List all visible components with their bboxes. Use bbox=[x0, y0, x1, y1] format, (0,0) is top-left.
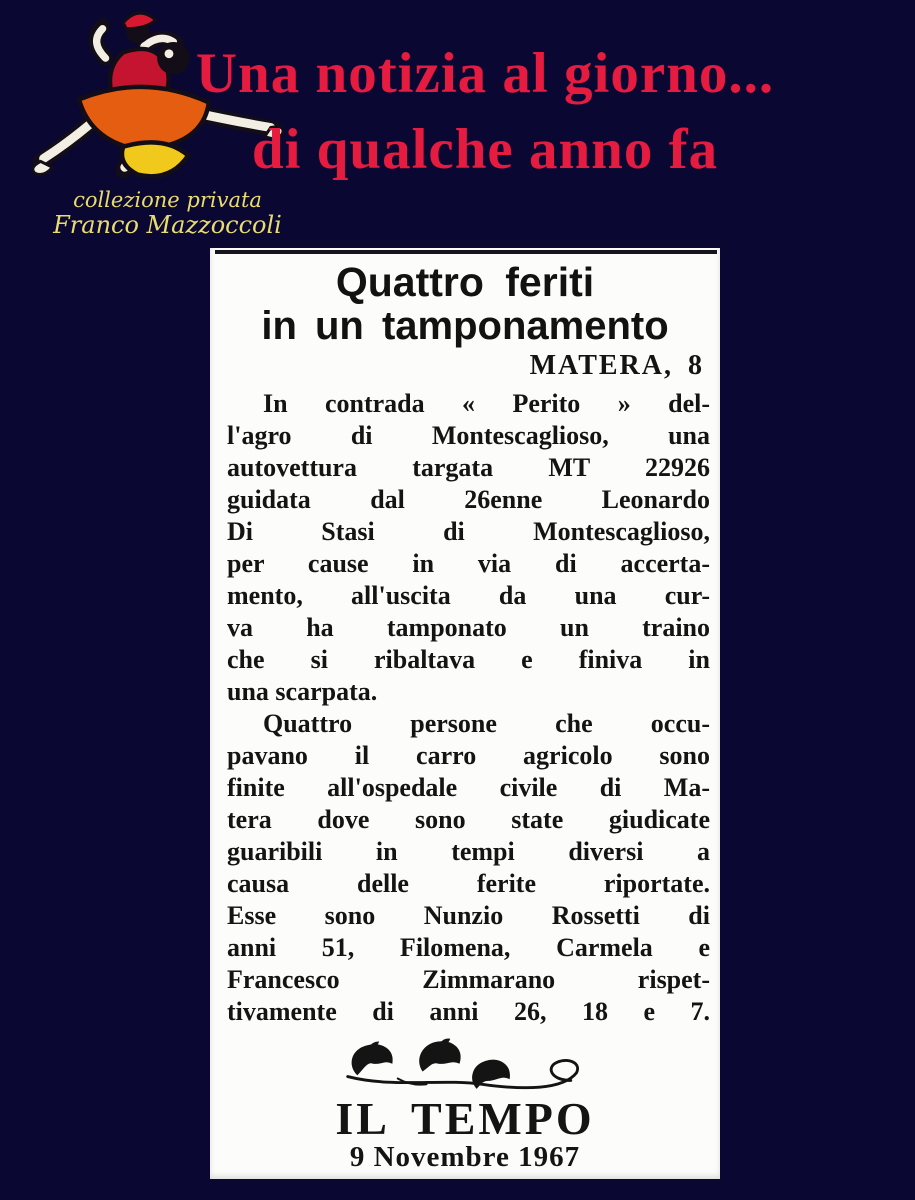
article-line: mento, all'uscita da una cur- bbox=[227, 581, 710, 610]
credit-line1: collezione privata bbox=[73, 188, 262, 212]
issue-date: 9 Novembre 1967 bbox=[349, 1141, 581, 1173]
leaf-flourish-ornament-icon bbox=[340, 1038, 590, 1094]
article-line: l'agro di Montescaglioso, una bbox=[227, 421, 710, 450]
article-line: pavano il carro agricolo sono bbox=[227, 741, 710, 770]
page-title-line1: Una notizia al giorno... bbox=[195, 42, 775, 105]
article-headline bbox=[210, 260, 720, 348]
article-line: guaribili in tempi diversi a bbox=[227, 837, 710, 866]
article-line: Esse sono Nunzio Rossetti di bbox=[227, 901, 710, 930]
credit-line2: Franco Mazzoccoli bbox=[53, 211, 282, 240]
article-line: Di Stasi di Montescaglioso, bbox=[227, 517, 710, 546]
column-rule bbox=[215, 250, 717, 254]
page-title-line2: di qualche anno fa bbox=[251, 118, 719, 181]
article-dateline: MATERA, 8 bbox=[529, 350, 704, 381]
article-line: anni 51, Filomena, Carmela e bbox=[227, 933, 710, 962]
article-line: Quattro persone che occu- bbox=[263, 709, 710, 738]
article-line: In contrada « Perito » del- bbox=[263, 389, 710, 418]
page-title bbox=[140, 36, 830, 188]
article-line: una scarpata. bbox=[227, 677, 378, 706]
article-line: guidata dal 26enne Leonardo bbox=[227, 485, 710, 514]
article-line: che si ribaltava e finiva in bbox=[227, 645, 710, 674]
headline-line1: Quattro feriti bbox=[335, 259, 595, 305]
article-line: Francesco Zimmarano rispet- bbox=[227, 965, 710, 994]
article-line: tivamente di anni 26, 18 e 7. bbox=[227, 997, 710, 1026]
article-line: per cause in via di accerta- bbox=[227, 549, 710, 578]
article-line: tera dove sono state giudicate bbox=[227, 805, 710, 834]
article-line: va ha tamponato un traino bbox=[227, 613, 710, 642]
article-line: autovettura targata MT 22926 bbox=[227, 453, 710, 482]
newspaper-clipping bbox=[210, 248, 720, 1179]
collection-credit bbox=[10, 188, 325, 240]
article-line: causa delle ferite riportate. bbox=[227, 869, 710, 898]
article-body bbox=[210, 388, 720, 1028]
headline-line2: in un tamponamento bbox=[261, 304, 669, 348]
article-line: finite all'ospedale civile di Ma- bbox=[227, 773, 710, 802]
newspaper-masthead: IL TEMPO bbox=[335, 1093, 595, 1144]
